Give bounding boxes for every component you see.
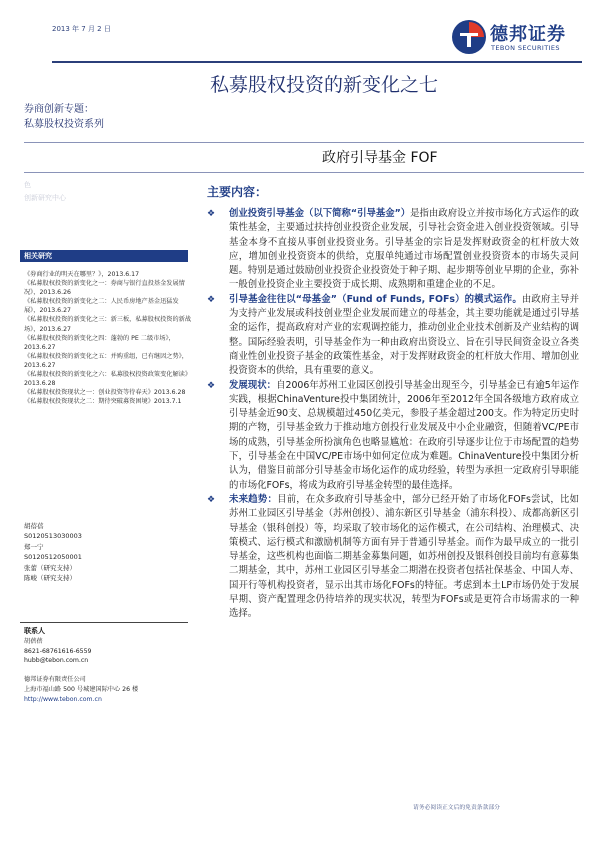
related-report-item[interactable]: 《私募股权投资的新变化之五：并购重组，已有继因之势》，2013.6.27 [24, 352, 188, 369]
related-report-item[interactable]: 《私募股权投资现状之一：创业投资等待春天》2013.6.28 [24, 389, 186, 397]
title-divider-top [24, 142, 584, 143]
contact-email[interactable]: hubb@tebon.com.cn [24, 657, 89, 665]
diamond-bullet-icon: ❖ [207, 294, 216, 305]
author-line: S0120512050001 [24, 553, 82, 562]
bullet-lead: 未来趋势： [229, 493, 278, 505]
summary-heading: 主要内容： [207, 185, 268, 199]
author-line: 张蕾（研究支持） [24, 563, 76, 572]
related-research-title: 相关研究 [24, 252, 52, 260]
bullet-text: 由政府主导并为支持产业发展或科技创业型企业发展而建立的母基金，其主要功能就是通过引导基金的运作，提高政府对产业的宏观调控能力，推动创业企业技术创新及产业结构的调整。国际经验表明，引导基金作为一种由政府出资设立、旨在引导民间资金设立各类商业性创业投资子基金的政策性基金，对于发挥财政资金的杠杆放大作用、增加创业投资资本的供给，具有重要的意义。 [229, 293, 579, 377]
header-rule [52, 61, 582, 63]
summary-bullet [207, 207, 579, 293]
bullet-text: 是指由政府设立并按市场化方式运作的政策性基金，主要通过扶持创业投资企业发展，引导社会资金进入创业投资领域。引导基金本身不直接从事创业投资业务。引导基金的宗旨是发挥财政资金的杠杆放大效应，增加创业投资资本的供给，克服单纯通过市场配置创业投资资本的市场失灵问题。特别是通过鼓励创业投资企业投资处于种子期、起步期等创业早期的企业，弥补一般创业投资企业主要投资于成长期、成熟期和重建企业的不足。 [229, 208, 579, 291]
tebon-logo [451, 17, 581, 57]
related-report-item[interactable]: 《私募股权投资的新变化之二：人民币房地产基金迅猛发展》，2013.6.27 [24, 298, 179, 315]
bullet-lead: 发展现状： [229, 379, 277, 391]
summary-bullet [207, 493, 579, 622]
related-report-item[interactable]: 《券商行业的明天在哪里？》，2013.6.17 [24, 271, 140, 278]
author-line: S0120513030003 [24, 532, 82, 541]
bullet-text: 自2006年苏州工业园区创投引导基金出现至今，引导基金已有逾5年运作实践，根据ChinaVenture投中集团统计，2006年至2012年全国各级地方政府成立引导基金近90支、总规模超过450亿美元，参股子基金超过200支。作为特定历史时期的产物，引导基金致力于推动地方创投行业发展及中小企业融资，但随着VC/PE市场的成熟，引导基金所扮演角色也略显尴尬：在政府引导逐步让位于市场配置的趋势下，引导基金在中国VC/PE市场中如何定位成为难题。ChinaVenture投中集团分析认为，借鉴目前部分引导基金市场化运作的成功经验，转型为承担一定政府引导职能的市场化FOFs，将成为政府引导基金转型的最佳选择。 [229, 379, 579, 491]
contact-spacer [24, 666, 138, 676]
contact-name: 胡蓓蓓 [24, 638, 43, 645]
contact-title: 联系人 [24, 627, 45, 635]
company-address: 上海市福山路 500 号城建国际中心 26 楼 [24, 685, 139, 693]
summary-bullet [207, 379, 579, 493]
diamond-bullet-icon: ❖ [207, 380, 216, 391]
series-line-2: 私募股权投资系列 [24, 119, 104, 130]
company-name: 德邦证券有限责任公司 [24, 676, 86, 684]
bullet-text: 目前，在众多政府引导基金中，部分已经开始了市场化FOFs尝试，比如苏州工业园区引导基金（苏州创投）、浦东新区引导基金（浦东科投）、成都高新区引导基金（银科创投）等，均采取了较市场化的运作模式，在公司结构、治理模式、决策模式、运行模式和激励机制等方面有异于普通引导基金。而作为最早成立的一批引导基金，这些机构也面临二期基金募集问题，如苏州创投及银科创投目前均有意募集二期基金，其中，苏州工业园区引导基金二期潜在投资者包括社保基金、中国人寿、国开行等机构投资者，显示出其市场化FOFs的特征。考虑到本土LP市场仍处于发展早期、资产配置理念仍待培养的现实状况，转型为FOFs或是更符合市场需求的一种选择。 [229, 493, 579, 620]
bullet-lead: 创业投资引导基金（以下简称“引导基金”） [229, 208, 411, 219]
summary-bullet [207, 293, 579, 379]
contact-divider [20, 622, 188, 623]
faint-label-1: 色 [24, 181, 31, 189]
logo-chinese-name: 德邦证券 [490, 24, 566, 45]
series-heading [24, 102, 104, 132]
diamond-bullet-icon: ❖ [207, 494, 216, 505]
bullet-lead: 引导基金往往以“母基金”（Fund of Funds, FOFs）的模式运作。 [229, 293, 522, 305]
contact-phone: 8621-68761616-6559 [24, 647, 92, 655]
footer-disclaimer: 请务必阅读正文后的免责条款部分 [413, 805, 500, 811]
related-report-item[interactable]: 《私募股权投资现状之二：期待突破募资困境》2013.7.1 [24, 398, 182, 406]
author-line: 陈峻（研究支持） [24, 574, 76, 583]
diamond-bullet-icon: ❖ [207, 209, 216, 219]
author-list [24, 521, 82, 583]
page-title: 私募股权投资的新变化之七 [210, 74, 439, 96]
contact-block [24, 637, 138, 704]
summary-bullet-list [207, 207, 579, 622]
page-subtitle: 政府引导基金 FOF [322, 150, 438, 166]
author-line: 郑一宁 [24, 542, 44, 551]
related-report-item[interactable]: 《私募股权投资的新变化之六：私募股权投资政策变化解读》2013.6.28 [24, 371, 192, 388]
report-date: 2013 年 7 月 2 日 [52, 25, 111, 33]
title-divider-bottom [24, 172, 584, 173]
series-line-1: 券商创新专题： [24, 104, 94, 115]
faint-label-2: 创新研究中心 [24, 194, 66, 202]
related-report-item[interactable]: 《私募股权投资的新变化之一：券商与银行直投基金发展情况》，2013.6.26 [24, 280, 185, 297]
related-report-item[interactable]: 《私募股权投资的新变化之四：蓬勃的 PE 二级市场》，2013.6.27 [24, 334, 175, 351]
author-line: 胡蓓蓓 [24, 522, 44, 530]
related-report-list [24, 270, 192, 406]
tebon-logo-icon [451, 19, 487, 55]
company-website-link[interactable]: http://www.tebon.com.cn [24, 695, 102, 703]
logo-english-name: TEBON SECURITIES [491, 44, 560, 52]
related-report-item[interactable]: 《私募股权投资的新变化之三：新三板，私募股权投资的新战场》，2013.6.27 [24, 316, 192, 333]
